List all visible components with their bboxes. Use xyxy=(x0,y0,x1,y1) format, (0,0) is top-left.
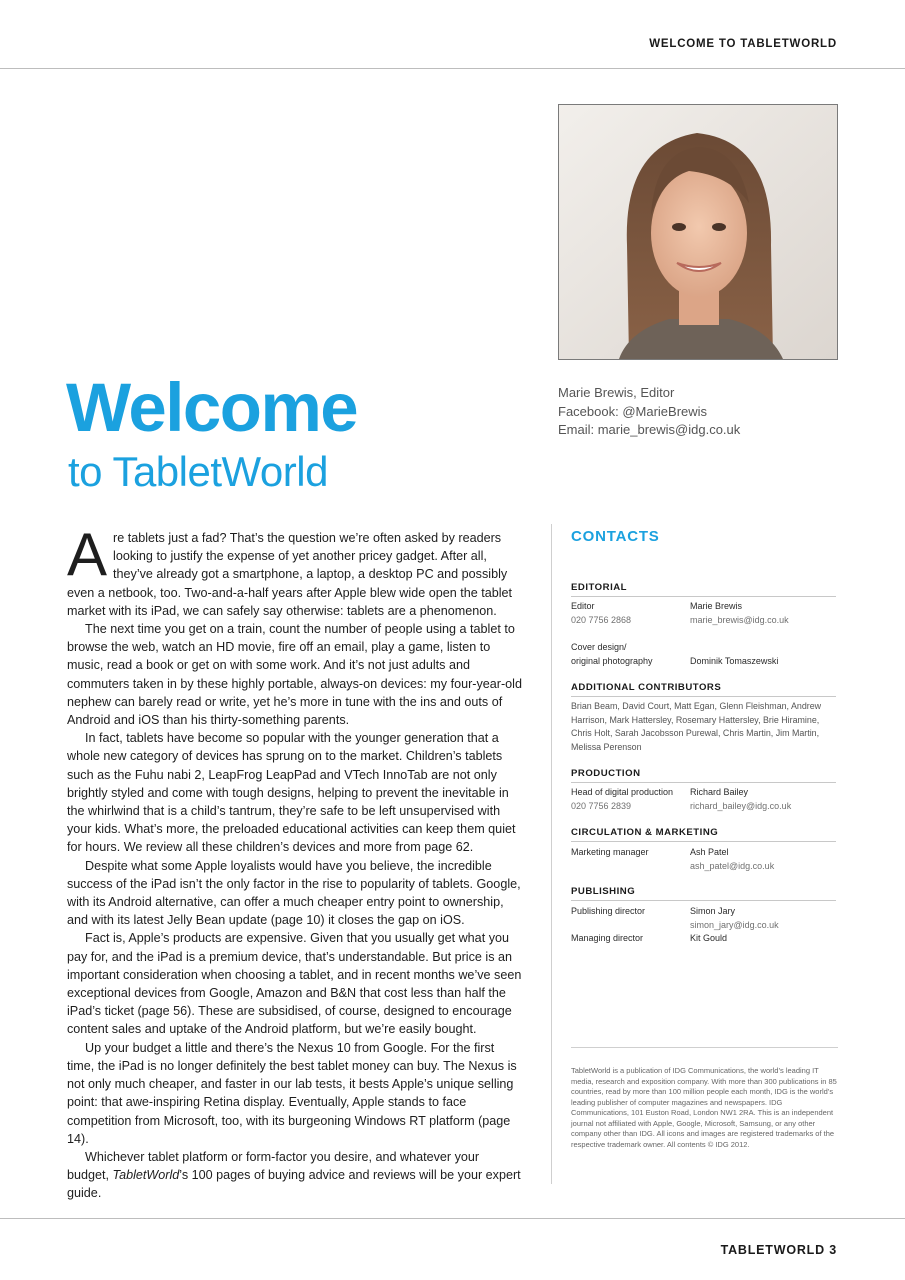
editor-facebook-line: Facebook: @MarieBrewis xyxy=(558,403,708,419)
contacts-heading: CONTACTS xyxy=(571,528,660,545)
article-paragraph: Despite what some Apple loyalists would have you believe, the incredible success of the iPad isn’t the only factor in the rise to popularity of tablets. Google, with its Android alternative, can offer a much cheaper entry point to ownership, and with its latest Jelly Bean update (page 10) it closes the gap on iOS. xyxy=(67,858,521,928)
contributor-names: Brian Beam, David Court, Matt Egan, Glenn Fleishman, Andrew Harrison, Mark Hattersley, Rosemary Hattersley, Brie Hiramine, Chris Holt, Sarah Jacobsson Purewal, Chris Martin, Jim Martin, Melissa Perenson xyxy=(571,701,822,752)
publishing-role: Publishing director xyxy=(571,906,646,916)
production-phone: 020 7756 2839 xyxy=(571,801,632,811)
page-title: Welcome xyxy=(66,369,358,446)
article-paragraph xyxy=(67,1148,523,1203)
drop-cap: A xyxy=(67,521,108,588)
article-paragraph: Up your budget a little and there’s the Nexus 10 from Google. For the first time, the iPad is no longer definitely the best tablet money can buy. The Nexus is not only much cheaper, and faster in our lab tests, it bests Apple’s unique selling point: that awe-inspiring Retina display. Eventually, Apple stands to face competition from Microsoft, too, with its burgeoning Windows RT platform (page 14). xyxy=(67,1040,517,1146)
section-heading-publishing: PUBLISHING xyxy=(571,886,836,901)
cover-role: Cover design/ xyxy=(571,642,627,652)
article-paragraph xyxy=(67,521,523,620)
circulation-email: ash_patel@idg.co.uk xyxy=(690,861,775,871)
publishing-name: Simon Jary xyxy=(690,906,736,916)
running-head: WELCOME TO TABLETWORLD xyxy=(649,38,837,50)
paragraph-text: Whichever tablet platform or form-factor you desire, and whatever your budget, xyxy=(67,1149,480,1183)
editor-portrait xyxy=(558,104,838,360)
article-paragraph: Fact is, Apple’s products are expensive. Given that you usually get what you pay for, and the iPad is a premium device, that’s understandable. But price is an important consideration when choosing a tablet, and in recent months we’ve seen exceptional devices from Google, Amazon and B&N that cost less than half the iPad’s ticket (page 56). These are subsidised, of course, designed to encourage content sales and uptake of the Android platform, but we’re easily bought. xyxy=(67,931,522,1037)
production-email: richard_bailey@idg.co.uk xyxy=(690,801,792,811)
editor-caption xyxy=(558,384,740,440)
production-name: Richard Bailey xyxy=(690,787,749,797)
production-role: Head of digital production xyxy=(571,787,674,797)
editor-email: marie_brewis@idg.co.uk xyxy=(690,615,789,625)
publishing-email: simon_jary@idg.co.uk xyxy=(690,920,779,930)
section-heading-circulation: CIRCULATION & MARKETING xyxy=(571,827,836,842)
editor-phone: 020 7756 2868 xyxy=(571,615,632,625)
cover-role-cont: original photography xyxy=(571,656,653,666)
magazine-name: TabletWorld xyxy=(112,1168,180,1183)
page-subtitle: to TabletWorld xyxy=(68,448,328,495)
footnote-rule xyxy=(571,1047,838,1048)
header-rule xyxy=(0,68,905,69)
column-divider xyxy=(551,524,552,1184)
page-number: 3 xyxy=(829,1243,837,1257)
cover-name: Dominik Tomaszewski xyxy=(690,656,779,666)
section-heading-editorial: EDITORIAL xyxy=(571,582,836,597)
section-heading-additional: ADDITIONAL CONTRIBUTORS xyxy=(571,682,836,697)
section-heading-production: PRODUCTION xyxy=(571,768,836,783)
circulation-role: Marketing manager xyxy=(571,847,649,857)
editor-name: Marie Brewis xyxy=(690,601,743,611)
folio-label: TABLETWORLD xyxy=(720,1243,825,1257)
circulation-name: Ash Patel xyxy=(690,847,729,857)
publisher-footnote: TabletWorld is a publication of IDG Communications, the world’s leading IT media, research and exposition company. With more than 300 publications in 85 countries, read by more than 100 million people each month, IDG is the world’s leading publisher of computer magazines and newspapers. IDG Communications, 101 Euston Road, London NW1 2RA. This is an independent journal not affiliated with Apple, Google, Microsoft, Samsung, or any other company other than IDG. All icons and images are registered trademarks of the respective trademark owner. All contents © IDG 2012. xyxy=(571,1066,837,1149)
paragraph-text: ’s 100 pages of buying advice and reviews will be your expert guide. xyxy=(67,1168,521,1201)
editor-email-line: Email: marie_brewis@idg.co.uk xyxy=(558,422,741,437)
article-body xyxy=(67,521,523,1203)
article-paragraph: In fact, tablets have become so popular with the younger generation that a whole new category of devices has sprung on to the market. Children’s tablets such as the Fuhu nabi 2, LeapFrog LeapPad and VTech InnoTab are not only brightly styled and come with tough designs, helping to prevent the inevitable in the whirlwind that is a child’s tantrum, they’re safe to be left unsupervised with your kids. What’s more, the preloaded educational activities can keep them quiet for hours. We review all these children’s devices and more from page 62. xyxy=(67,731,516,855)
managing-name: Kit Gould xyxy=(690,933,728,943)
paragraph-text: re tablets just a fad? That’s the question we’re often asked by readers looking to justify the expense of yet another pricey gadget. After all, they’ve already got a smartphone, a laptop, a desktop PC and possibly even a netbook, too. Two-and-a-half years after Apple blew wide open the tablet market with its iPad, we can safely say otherwise: tablets are a phenomenon. xyxy=(67,531,513,618)
folio xyxy=(721,1243,837,1257)
footer-rule xyxy=(0,1218,905,1219)
editor-name-line: Marie Brewis, Editor xyxy=(558,385,675,400)
article-paragraph: The next time you get on a train, count the number of people using a tablet to browse the web, watch an HD movie, fire off an email, play a game, listen to music, read a book or get on with some work. And it’s not just adults and commuters taken in by these highly portable, always-on devices: my four-year-old nephew can barely read or write, yet he’s more in tune with the ins and outs of Android and iOS than his thirty-something parents. xyxy=(67,622,522,728)
managing-role: Managing director xyxy=(571,933,644,943)
editor-role: Editor xyxy=(571,601,595,611)
